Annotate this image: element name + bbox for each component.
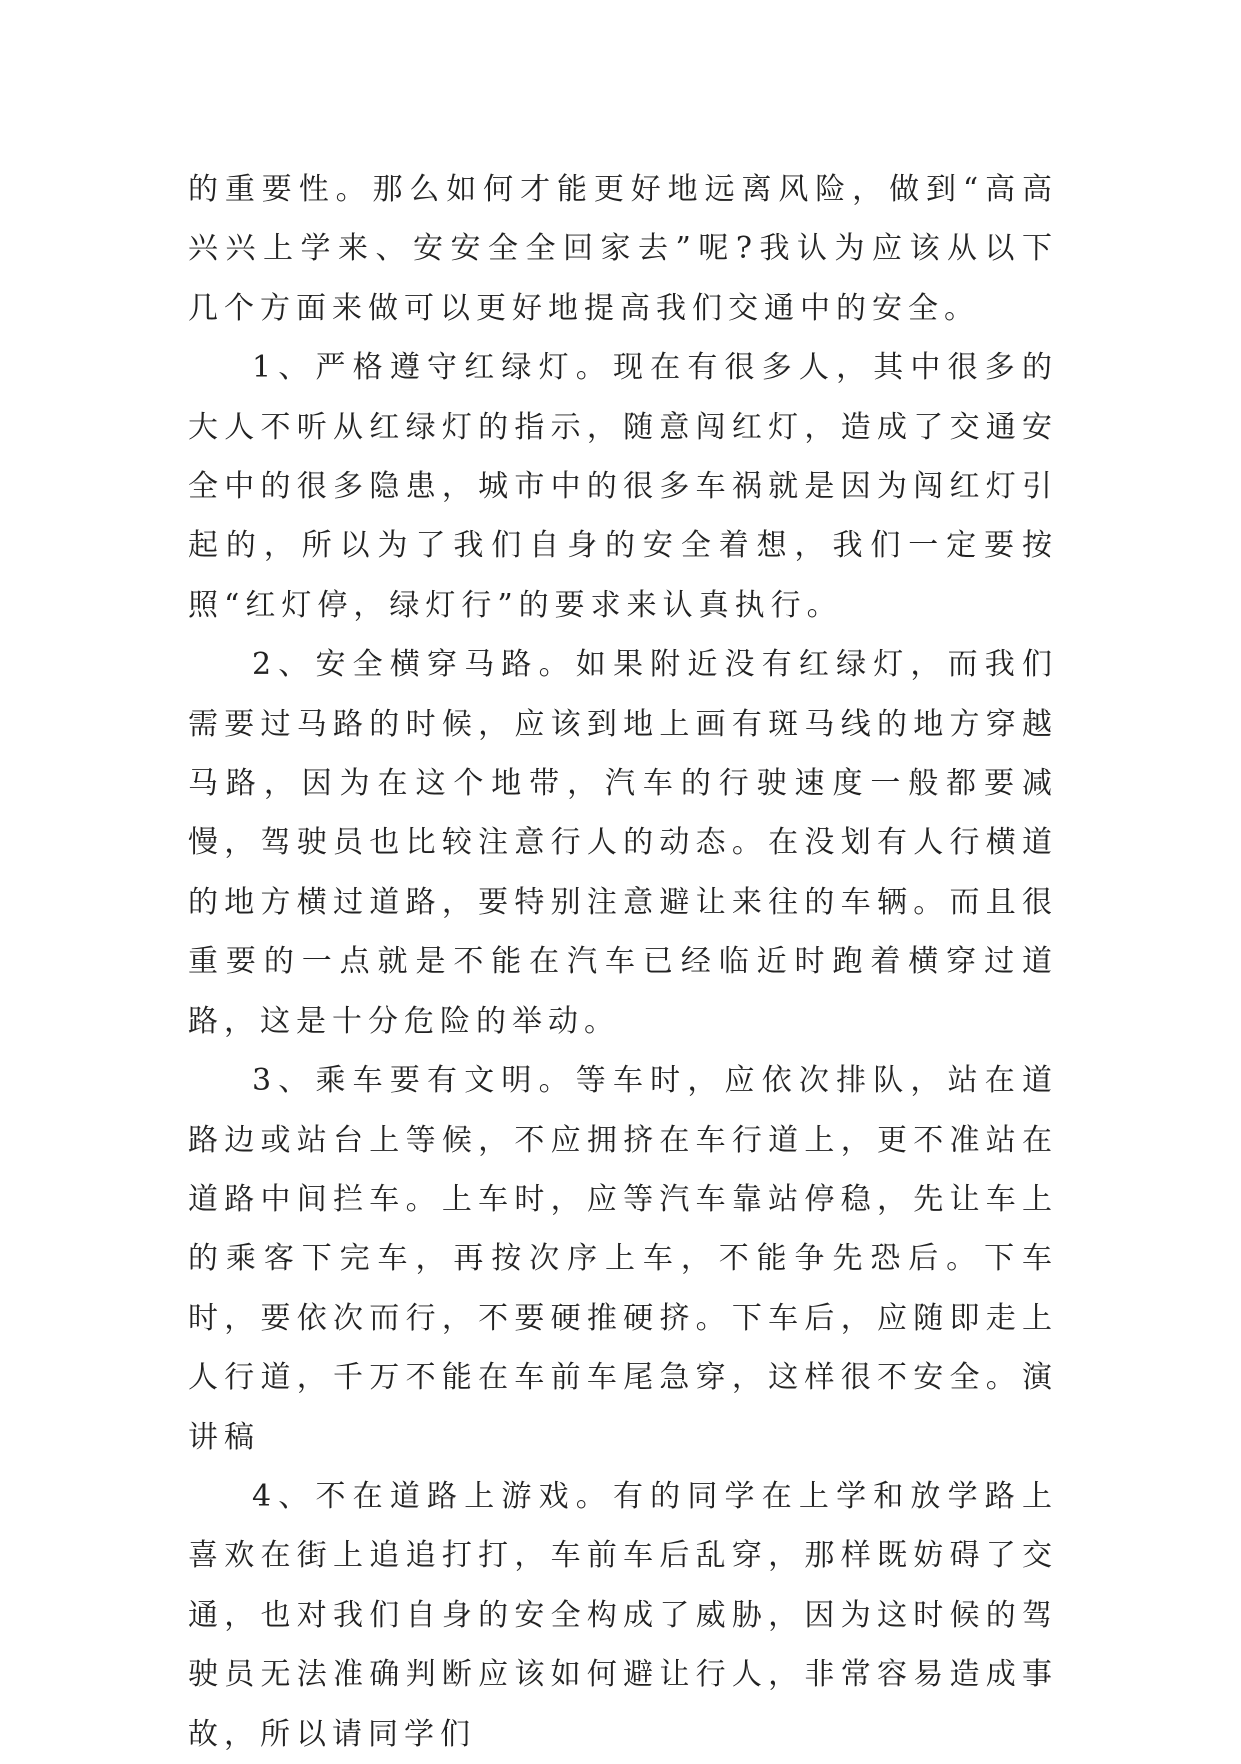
paragraph-point-4: 4、不在道路上游戏。有的同学在上学和放学路上喜欢在街上追追打打，车前车后乱穿，那样既妨碍了交通，也对我们自身的安全构成了威胁，因为这时候的驾驶员无法准确判断应该如何避让行人，非常容易造成事故，所以请同学们: [188, 1478, 1058, 1752]
body-text: [188, 160, 1058, 1764]
paragraph-point-2: 2、安全横穿马路。如果附近没有红绿灯，而我们需要过马路的时候，应该到地上画有斑马线的地方穿越马路，因为在这个地带，汽车的行驶速度一般都要减慢，驾驶员也比较注意行人的动态。在没划有人行横道的地方横过道路，要特别注意避让来往的车辆。而且很重要的一点就是不能在汽车已经临近时跑着横穿过道路，这是十分危险的举动。: [188, 647, 1058, 1039]
paragraph-point-1: 1、严格遵守红绿灯。现在有很多人，其中很多的大人不听从红绿灯的指示，随意闯红灯，造成了交通安全中的很多隐患，城市中的很多车祸就是因为闯红灯引起的，所以为了我们自身的安全着想，我们一定要按照“红灯停，绿灯行”的要求来认真执行。: [188, 350, 1058, 623]
paragraph-continuation: 的重要性。那么如何才能更好地远离风险，做到“高高兴兴上学来、安安全全回家去”呢?我认为应该从以下几个方面来做可以更好地提高我们交通中的安全。: [188, 172, 1058, 326]
paragraph-point-3: 3、乘车要有文明。等车时，应依次排队，站在道路边或站台上等候，不应拥挤在车行道上，更不准站在道路中间拦车。上车时，应等汽车靠站停稳，先让车上的乘客下完车，再按次序上车，不能争先恐后。下车时，要依次而行，不要硬推硬挤。下车后，应随即走上人行道，千万不能在车前车尾急穿，这样很不安全。演讲稿: [188, 1063, 1058, 1455]
